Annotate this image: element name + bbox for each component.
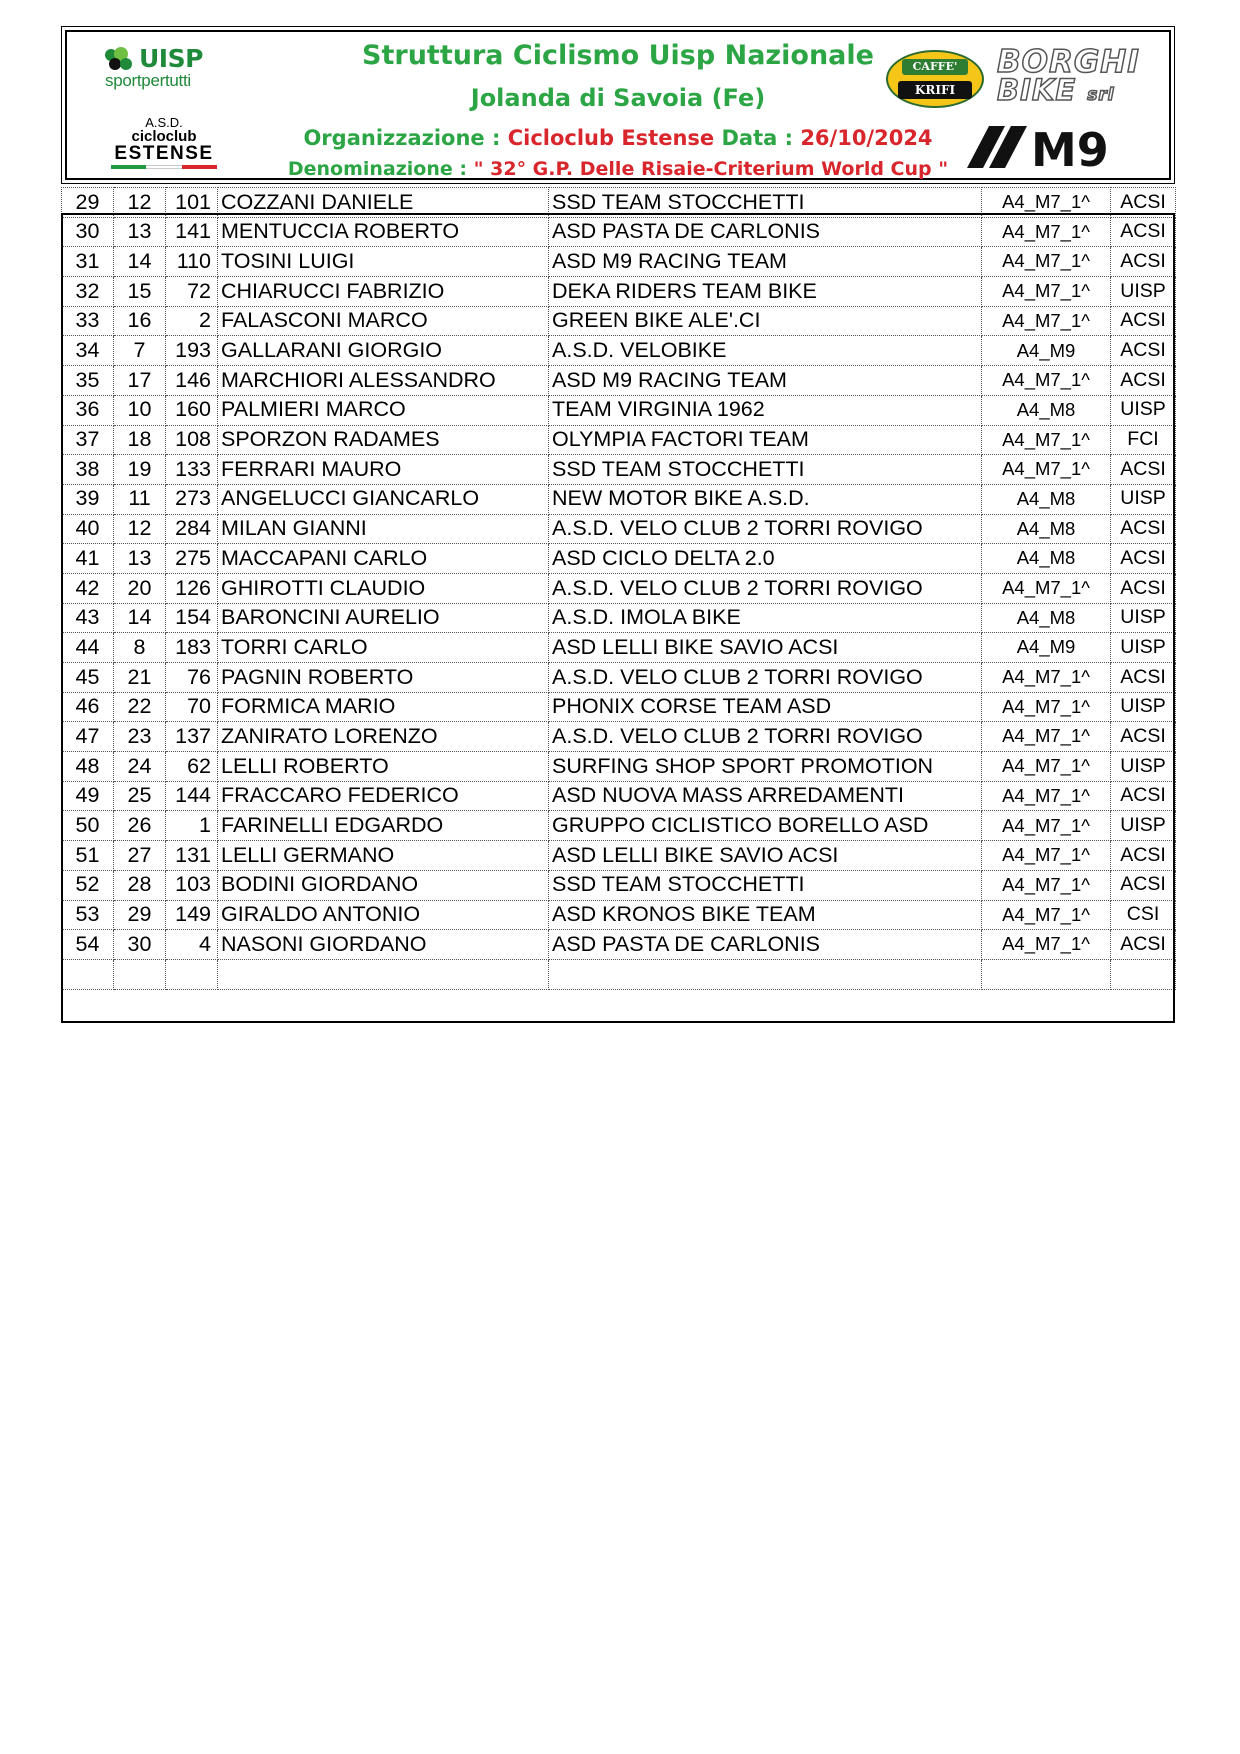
team-name-cell: SURFING SHOP SPORT PROMOTION	[549, 752, 982, 782]
caffe-line1: CAFFE'	[902, 59, 968, 75]
page-header	[65, 30, 1171, 180]
category-position-cell: 13	[114, 544, 166, 574]
table-row	[62, 841, 1176, 871]
team-name-cell: ASD LELLI BIKE SAVIO ACSI	[549, 841, 982, 871]
overall-position-cell: 33	[62, 306, 114, 336]
overall-position-cell: 45	[62, 663, 114, 693]
bib-number-cell: 4	[166, 930, 218, 960]
table-row	[62, 306, 1176, 336]
category-class-cell: A4_M7_1^	[982, 811, 1111, 841]
bib-number-cell: 103	[166, 870, 218, 900]
federation-cell: ACSI	[1111, 306, 1176, 336]
results-table-body	[62, 188, 1176, 990]
table-row	[62, 722, 1176, 752]
federation-cell: UISP	[1111, 484, 1176, 514]
uisp-tagline: sportpertutti	[105, 71, 191, 90]
bib-number-cell: 284	[166, 514, 218, 544]
rider-name-cell: BARONCINI AURELIO	[218, 603, 549, 633]
federation-cell: ACSI	[1111, 841, 1176, 871]
bib-number-cell: 126	[166, 573, 218, 603]
team-name-cell: A.S.D. VELO CLUB 2 TORRI ROVIGO	[549, 722, 982, 752]
federation-cell: ACSI	[1111, 781, 1176, 811]
team-name-cell: PHONIX CORSE TEAM ASD	[549, 692, 982, 722]
overall-position-cell: 34	[62, 336, 114, 366]
rider-name-cell: FARINELLI EDGARDO	[218, 811, 549, 841]
bib-number-cell: 70	[166, 692, 218, 722]
table-row	[62, 395, 1176, 425]
bib-number-cell: 101	[166, 188, 218, 218]
category-position-cell: 12	[114, 188, 166, 218]
table-row	[62, 217, 1176, 247]
asd-line1: A.S.D.	[145, 115, 183, 130]
federation-cell: ACSI	[1111, 722, 1176, 752]
caffe-krifi-logo	[886, 50, 984, 108]
category-class-cell: A4_M7_1^	[982, 841, 1111, 871]
federation-cell: ACSI	[1111, 573, 1176, 603]
category-position-cell: 13	[114, 217, 166, 247]
table-row	[62, 633, 1176, 663]
federation-cell	[1111, 959, 1176, 989]
federation-cell: UISP	[1111, 692, 1176, 722]
overall-position-cell: 52	[62, 870, 114, 900]
org-value: Cicloclub Estense	[507, 126, 715, 150]
team-name-cell: A.S.D. VELOBIKE	[549, 336, 982, 366]
federation-cell: CSI	[1111, 900, 1176, 930]
m9-logo	[965, 124, 1155, 170]
federation-cell: ACSI	[1111, 663, 1176, 693]
rider-name-cell: MENTUCCIA ROBERTO	[218, 217, 549, 247]
rider-name-cell: FRACCARO FEDERICO	[218, 781, 549, 811]
overall-position-cell: 43	[62, 603, 114, 633]
federation-cell: ACSI	[1111, 336, 1176, 366]
rider-name-cell: GIRALDO ANTONIO	[218, 900, 549, 930]
page-title: Struttura Ciclismo Uisp Nazionale	[362, 40, 874, 71]
team-name-cell: ASD PASTA DE CARLONIS	[549, 217, 982, 247]
overall-position-cell: 42	[62, 573, 114, 603]
team-name-cell: A.S.D. VELO CLUB 2 TORRI ROVIGO	[549, 573, 982, 603]
table-row	[62, 811, 1176, 841]
table-row	[62, 663, 1176, 693]
category-position-cell: 28	[114, 870, 166, 900]
table-row	[62, 188, 1176, 218]
category-class-cell: A4_M7_1^	[982, 722, 1111, 752]
rider-name-cell: MILAN GIANNI	[218, 514, 549, 544]
table-row	[62, 603, 1176, 633]
overall-position-cell: 30	[62, 217, 114, 247]
overall-position-cell: 47	[62, 722, 114, 752]
borghi-line1: BORGHI	[997, 44, 1140, 80]
table-row	[62, 514, 1176, 544]
federation-cell: UISP	[1111, 395, 1176, 425]
rider-name-cell: FALASCONI MARCO	[218, 306, 549, 336]
bib-number-cell	[166, 959, 218, 989]
rider-name-cell: BODINI GIORDANO	[218, 870, 549, 900]
results-sheet	[61, 27, 1175, 956]
category-position-cell: 30	[114, 930, 166, 960]
overall-position-cell	[62, 959, 114, 989]
borghi-suffix: srl	[1087, 85, 1115, 106]
federation-cell: UISP	[1111, 811, 1176, 841]
federation-cell: UISP	[1111, 277, 1176, 307]
category-class-cell: A4_M7_1^	[982, 752, 1111, 782]
category-position-cell: 11	[114, 484, 166, 514]
caffe-line2: KRIFI	[898, 81, 972, 99]
category-class-cell: A4_M9	[982, 336, 1111, 366]
category-position-cell: 20	[114, 573, 166, 603]
category-position-cell: 15	[114, 277, 166, 307]
overall-position-cell: 35	[62, 366, 114, 396]
federation-cell: ACSI	[1111, 514, 1176, 544]
team-name-cell: GRUPPO CICLISTICO BORELLO ASD	[549, 811, 982, 841]
bib-number-cell: 144	[166, 781, 218, 811]
team-name-cell: ASD NUOVA MASS ARREDAMENTI	[549, 781, 982, 811]
table-row	[62, 781, 1176, 811]
overall-position-cell: 31	[62, 247, 114, 277]
asd-line2: cicloclub	[131, 128, 197, 145]
borghi-bike-logo	[997, 44, 1157, 108]
overall-position-cell: 46	[62, 692, 114, 722]
federation-cell: ACSI	[1111, 870, 1176, 900]
bib-number-cell: 133	[166, 455, 218, 485]
table-row	[62, 366, 1176, 396]
category-class-cell: A4_M8	[982, 603, 1111, 633]
federation-cell: ACSI	[1111, 544, 1176, 574]
category-class-cell: A4_M8	[982, 395, 1111, 425]
overall-position-cell: 29	[62, 188, 114, 218]
bib-number-cell: 193	[166, 336, 218, 366]
federation-cell: ACSI	[1111, 455, 1176, 485]
team-name-cell: SSD TEAM STOCCHETTI	[549, 870, 982, 900]
team-name-cell: ASD PASTA DE CARLONIS	[549, 930, 982, 960]
rider-name-cell: SPORZON RADAMES	[218, 425, 549, 455]
category-position-cell: 23	[114, 722, 166, 752]
overall-position-cell: 53	[62, 900, 114, 930]
team-name-cell: SSD TEAM STOCCHETTI	[549, 188, 982, 218]
uisp-name: UISP	[139, 44, 203, 73]
category-position-cell	[114, 959, 166, 989]
team-name-cell: A.S.D. VELO CLUB 2 TORRI ROVIGO	[549, 514, 982, 544]
category-position-cell: 16	[114, 306, 166, 336]
category-class-cell: A4_M7_1^	[982, 217, 1111, 247]
category-position-cell: 18	[114, 425, 166, 455]
rider-name-cell: TOSINI LUIGI	[218, 247, 549, 277]
category-position-cell: 27	[114, 841, 166, 871]
rider-name-cell: CHIARUCCI FABRIZIO	[218, 277, 549, 307]
rider-name-cell: MARCHIORI ALESSANDRO	[218, 366, 549, 396]
bib-number-cell: 131	[166, 841, 218, 871]
borghi-line2: BIKE	[997, 73, 1077, 108]
category-class-cell: A4_M7_1^	[982, 781, 1111, 811]
table-row	[62, 455, 1176, 485]
bib-number-cell: 141	[166, 217, 218, 247]
results-table	[61, 187, 1176, 990]
team-name-cell: ASD LELLI BIKE SAVIO ACSI	[549, 633, 982, 663]
category-class-cell: A4_M7_1^	[982, 247, 1111, 277]
category-class-cell: A4_M8	[982, 544, 1111, 574]
category-class-cell: A4_M7_1^	[982, 692, 1111, 722]
table-row	[62, 544, 1176, 574]
team-name-cell: ASD KRONOS BIKE TEAM	[549, 900, 982, 930]
category-position-cell: 12	[114, 514, 166, 544]
bib-number-cell: 275	[166, 544, 218, 574]
category-position-cell: 7	[114, 336, 166, 366]
bib-number-cell: 149	[166, 900, 218, 930]
rider-name-cell: FORMICA MARIO	[218, 692, 549, 722]
category-class-cell: A4_M7_1^	[982, 188, 1111, 218]
bib-number-cell: 76	[166, 663, 218, 693]
federation-cell: UISP	[1111, 752, 1176, 782]
table-row	[62, 870, 1176, 900]
federation-cell: ACSI	[1111, 366, 1176, 396]
team-name-cell: ASD CICLO DELTA 2.0	[549, 544, 982, 574]
overall-position-cell: 44	[62, 633, 114, 663]
bib-number-cell: 1	[166, 811, 218, 841]
federation-cell: ACSI	[1111, 217, 1176, 247]
table-row	[62, 247, 1176, 277]
rider-name-cell	[218, 959, 549, 989]
rider-name-cell: PAGNIN ROBERTO	[218, 663, 549, 693]
overall-position-cell: 40	[62, 514, 114, 544]
federation-cell: ACSI	[1111, 188, 1176, 218]
overall-position-cell: 41	[62, 544, 114, 574]
table-row	[62, 277, 1176, 307]
category-position-cell: 22	[114, 692, 166, 722]
org-label: Organizzazione :	[303, 126, 508, 150]
overall-position-cell: 32	[62, 277, 114, 307]
page-subtitle: Jolanda di Savoia (Fe)	[470, 84, 766, 112]
team-name-cell	[549, 959, 982, 989]
rider-name-cell: GHIROTTI CLAUDIO	[218, 573, 549, 603]
team-name-cell: DEKA RIDERS TEAM BIKE	[549, 277, 982, 307]
asd-line3: ESTENSE	[114, 143, 214, 164]
team-name-cell: ASD M9 RACING TEAM	[549, 247, 982, 277]
category-position-cell: 29	[114, 900, 166, 930]
team-name-cell: SSD TEAM STOCCHETTI	[549, 455, 982, 485]
category-class-cell: A4_M7_1^	[982, 306, 1111, 336]
category-position-cell: 21	[114, 663, 166, 693]
team-name-cell: ASD M9 RACING TEAM	[549, 366, 982, 396]
overall-position-cell: 39	[62, 484, 114, 514]
federation-cell: FCI	[1111, 425, 1176, 455]
bib-number-cell: 154	[166, 603, 218, 633]
category-position-cell: 24	[114, 752, 166, 782]
team-name-cell: OLYMPIA FACTORI TEAM	[549, 425, 982, 455]
category-class-cell: A4_M7_1^	[982, 930, 1111, 960]
rider-name-cell: COZZANI DANIELE	[218, 188, 549, 218]
date-label: Data :	[714, 126, 801, 150]
overall-position-cell: 38	[62, 455, 114, 485]
category-position-cell: 19	[114, 455, 166, 485]
rider-name-cell: LELLI ROBERTO	[218, 752, 549, 782]
category-class-cell: A4_M7_1^	[982, 425, 1111, 455]
rider-name-cell: FERRARI MAURO	[218, 455, 549, 485]
federation-cell: ACSI	[1111, 930, 1176, 960]
category-class-cell	[982, 959, 1111, 989]
table-row	[62, 484, 1176, 514]
federation-cell: UISP	[1111, 633, 1176, 663]
den-label: Denominazione :	[287, 158, 474, 180]
team-name-cell: TEAM VIRGINIA 1962	[549, 395, 982, 425]
rider-name-cell: ANGELUCCI GIANCARLO	[218, 484, 549, 514]
rider-name-cell: NASONI GIORDANO	[218, 930, 549, 960]
table-row	[62, 959, 1176, 989]
overall-position-cell: 51	[62, 841, 114, 871]
team-name-cell: NEW MOTOR BIKE A.S.D.	[549, 484, 982, 514]
table-row	[62, 573, 1176, 603]
category-class-cell: A4_M7_1^	[982, 900, 1111, 930]
category-position-cell: 14	[114, 603, 166, 633]
overall-position-cell: 49	[62, 781, 114, 811]
federation-cell: UISP	[1111, 603, 1176, 633]
category-position-cell: 10	[114, 395, 166, 425]
category-position-cell: 25	[114, 781, 166, 811]
bib-number-cell: 110	[166, 247, 218, 277]
table-row	[62, 752, 1176, 782]
category-class-cell: A4_M9	[982, 633, 1111, 663]
table-row	[62, 900, 1176, 930]
overall-position-cell: 50	[62, 811, 114, 841]
date-value: 26/10/2024	[800, 126, 933, 150]
table-row	[62, 692, 1176, 722]
table-row	[62, 425, 1176, 455]
category-class-cell: A4_M7_1^	[982, 366, 1111, 396]
category-position-cell: 17	[114, 366, 166, 396]
bib-number-cell: 160	[166, 395, 218, 425]
federation-cell: ACSI	[1111, 247, 1176, 277]
team-name-cell: A.S.D. VELO CLUB 2 TORRI ROVIGO	[549, 663, 982, 693]
m9-text: M9	[1031, 124, 1109, 170]
category-position-cell: 8	[114, 633, 166, 663]
rider-name-cell: GALLARANI GIORGIO	[218, 336, 549, 366]
bib-number-cell: 62	[166, 752, 218, 782]
bib-number-cell: 2	[166, 306, 218, 336]
category-position-cell: 14	[114, 247, 166, 277]
rider-name-cell: ZANIRATO LORENZO	[218, 722, 549, 752]
category-class-cell: A4_M7_1^	[982, 455, 1111, 485]
category-class-cell: A4_M7_1^	[982, 663, 1111, 693]
bib-number-cell: 183	[166, 633, 218, 663]
m9-slash-icon	[965, 124, 1155, 170]
bib-number-cell: 273	[166, 484, 218, 514]
rider-name-cell: PALMIERI MARCO	[218, 395, 549, 425]
category-class-cell: A4_M8	[982, 514, 1111, 544]
bib-number-cell: 72	[166, 277, 218, 307]
rider-name-cell: TORRI CARLO	[218, 633, 549, 663]
bib-number-cell: 137	[166, 722, 218, 752]
team-name-cell: GREEN BIKE ALE'.CI	[549, 306, 982, 336]
category-class-cell: A4_M8	[982, 484, 1111, 514]
bib-number-cell: 146	[166, 366, 218, 396]
table-row	[62, 930, 1176, 960]
category-position-cell: 26	[114, 811, 166, 841]
overall-position-cell: 36	[62, 395, 114, 425]
overall-position-cell: 37	[62, 425, 114, 455]
team-name-cell: A.S.D. IMOLA BIKE	[549, 603, 982, 633]
rider-name-cell: MACCAPANI CARLO	[218, 544, 549, 574]
overall-position-cell: 48	[62, 752, 114, 782]
category-class-cell: A4_M7_1^	[982, 573, 1111, 603]
bib-number-cell: 108	[166, 425, 218, 455]
table-row	[62, 336, 1176, 366]
overall-position-cell: 54	[62, 930, 114, 960]
den-value: " 32° G.P. Delle Risaie-Criterium World Cup "	[473, 158, 949, 180]
category-class-cell: A4_M7_1^	[982, 277, 1111, 307]
category-class-cell: A4_M7_1^	[982, 870, 1111, 900]
rider-name-cell: LELLI GERMANO	[218, 841, 549, 871]
